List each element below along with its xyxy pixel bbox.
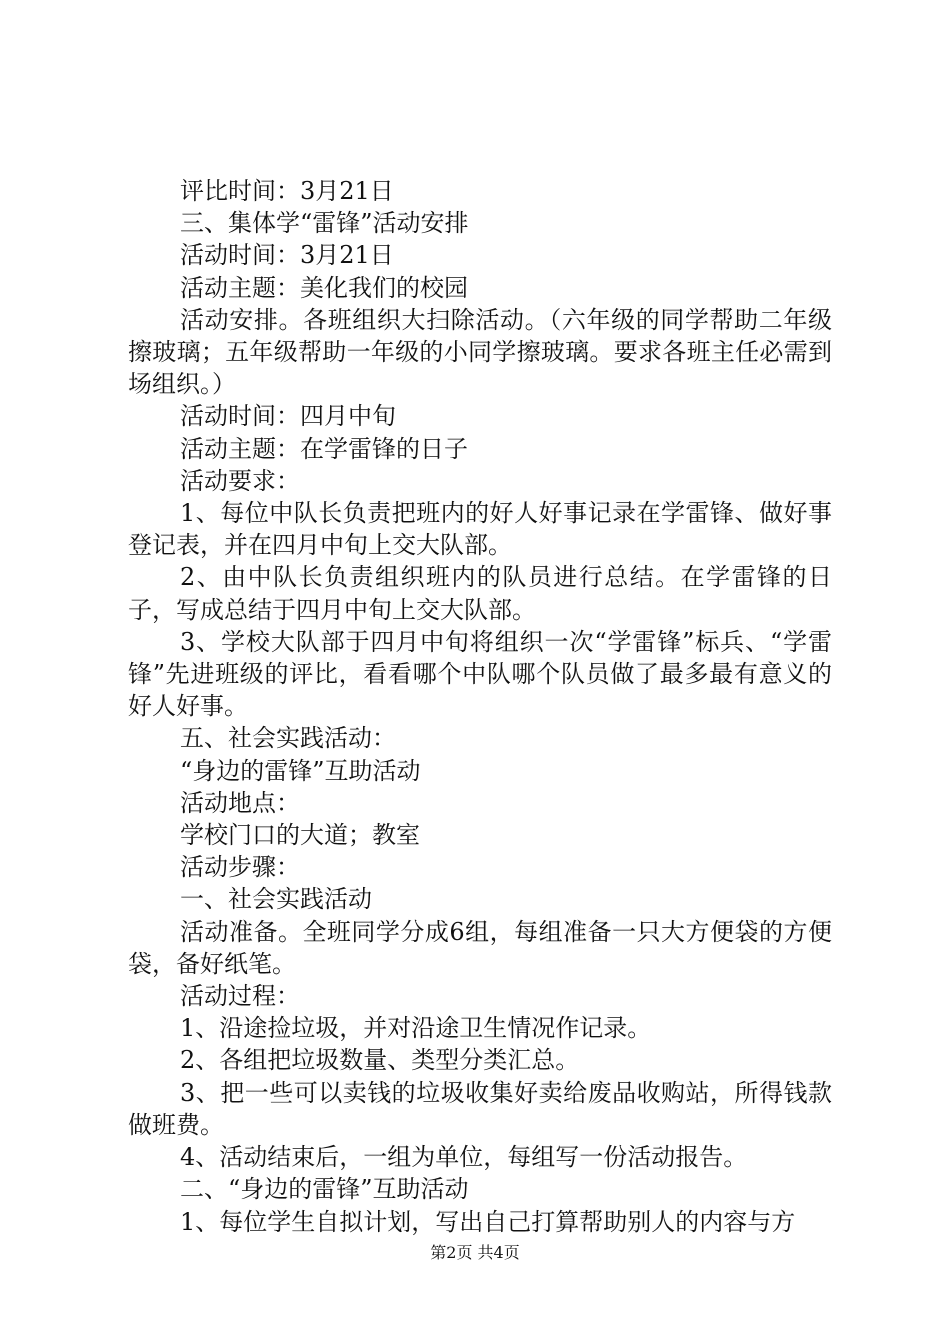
paragraph-mutual-help-title: “身边的雷锋”互助活动 xyxy=(180,756,421,785)
paragraph-process-1: 1、沿途捡垃圾，并对沿途卫生情况作记录。 xyxy=(180,1014,652,1043)
subsection-heading-2: 二、“身边的雷锋”互助活动 xyxy=(180,1175,469,1204)
paragraph-process-3: 3、把一些可以卖钱的垃圾收集好卖给废品收购站，所得钱款做班费。 xyxy=(128,1078,832,1139)
paragraph-location-heading: 活动地点： xyxy=(180,788,300,817)
document-body xyxy=(128,175,832,1238)
section-heading-3: 三、集体学“雷锋”活动安排 xyxy=(180,209,469,238)
paragraph-steps-heading: 活动步骤： xyxy=(180,853,300,882)
paragraph-requirement-2: 2、由中队长负责组织班内的队员进行总结。在学雷锋的日子，写成总结于四月中旬上交大队部。 xyxy=(128,563,832,624)
paragraph-process-4: 4、活动结束后，一组为单位，每组写一份活动报告。 xyxy=(180,1143,748,1172)
page-footer: 第2页 共4页 xyxy=(430,1243,520,1262)
paragraph-process-2: 2、各组把垃圾数量、类型分类汇总。 xyxy=(180,1046,580,1075)
paragraph-plan-1: 1、每位学生自拟计划，写出自己打算帮助别人的内容与方 xyxy=(180,1207,796,1236)
paragraph-requirement-3: 3、学校大队部于四月中旬将组织一次“学雷锋”标兵、“学雷锋”先进班级的评比，看看哪个中队哪个队员做了最多最有意义的好人好事。 xyxy=(128,627,832,721)
paragraph-preparation: 活动准备。全班同学分成6组，每组准备一只大方便袋的方便袋，备好纸笔。 xyxy=(128,917,832,978)
paragraph-activity-time-2: 活动时间：四月中旬 xyxy=(180,402,396,431)
paragraph-activity-time-1: 活动时间：3月21日 xyxy=(180,241,394,270)
paragraph-process-heading: 活动过程： xyxy=(180,982,300,1011)
paragraph-activity-theme-1: 活动主题：美化我们的校园 xyxy=(180,273,468,302)
subsection-heading-1: 一、社会实践活动 xyxy=(180,885,372,914)
paragraph-requirement-1: 1、每位中队长负责把班内的好人好事记录在学雷锋、做好事登记表，并在四月中旬上交大队部。 xyxy=(128,499,832,560)
section-heading-5: 五、社会实践活动： xyxy=(180,724,396,753)
paragraph-activity-theme-2: 活动主题：在学雷锋的日子 xyxy=(180,434,468,463)
paragraph-requirements-heading: 活动要求： xyxy=(180,466,300,495)
paragraph-eval-time: 评比时间：3月21日 xyxy=(180,177,394,205)
paragraph-location: 学校门口的大道；教室 xyxy=(180,821,420,850)
paragraph-activity-arrangement: 活动安排。各班组织大扫除活动。（六年级的同学帮助二年级擦玻璃；五年级帮助一年级的小同学擦玻璃。要求各班主任必需到场组织。） xyxy=(128,305,832,399)
